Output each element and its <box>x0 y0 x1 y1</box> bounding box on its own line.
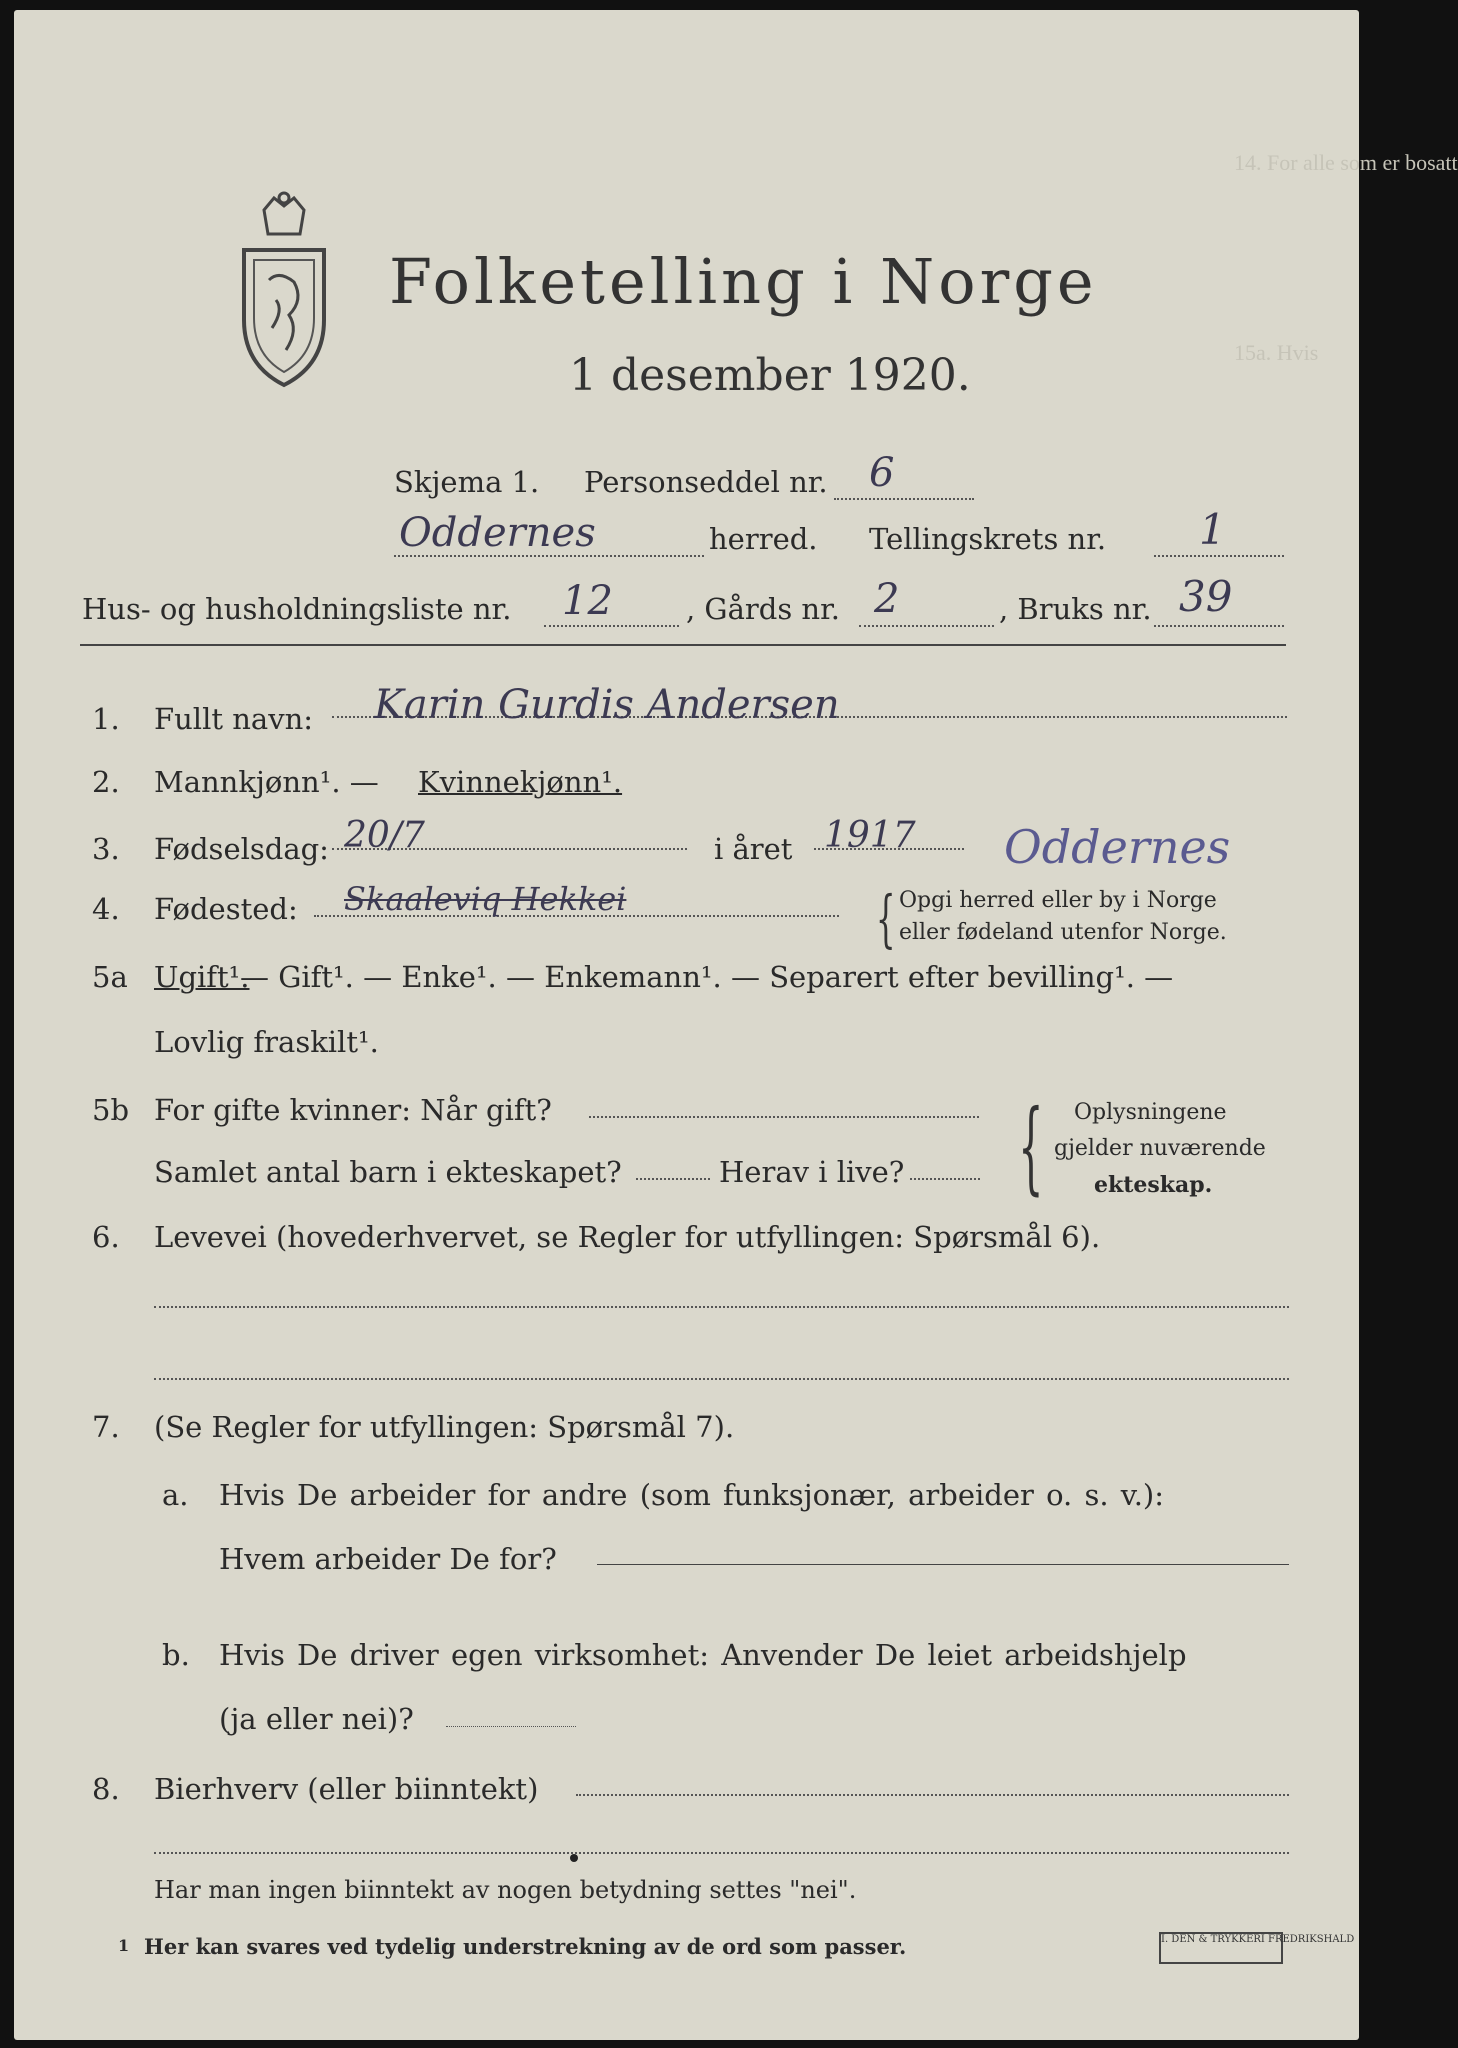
q7a-text: Hvis De arbeider for andre (som funksjonær, arbeider o. s. v.): <box>219 1478 1165 1512</box>
printer-stamp-text: I. DEN & TRYKKERI FREDRIKSHALD <box>1161 1934 1355 1945</box>
birth-year-value: 1917 <box>824 815 916 856</box>
ink-dot <box>570 1854 578 1862</box>
q5b-label1: For gifte kvinner: Når gift? <box>154 1093 552 1127</box>
livelihood-field-2[interactable] <box>154 1378 1289 1380</box>
q4-note-line1: Opgi herred eller by i Norge <box>899 888 1217 913</box>
q1-number: 1. <box>92 702 120 736</box>
q7a-question: Hvem arbeider De for? <box>219 1542 557 1576</box>
q5a-options: — Gift¹. — Enke¹. — Enkemann¹. — Separert efter bevilling¹. — <box>240 960 1174 994</box>
bruks-field[interactable] <box>1154 625 1284 627</box>
q5b-label3: Herav i live? <box>719 1155 905 1189</box>
q7b-question: (ja eller nei)? <box>219 1702 414 1736</box>
q5a-fraskilt: Lovlig fraskilt¹. <box>154 1025 379 1059</box>
bleed-through-text: 15a. Hvis <box>1234 340 1319 365</box>
husholdningsliste-value: 12 <box>562 578 613 624</box>
q7a-letter: a. <box>162 1478 189 1512</box>
side-income-field-2[interactable] <box>154 1852 1289 1854</box>
tellingskrets-field[interactable] <box>1154 555 1284 557</box>
herred-value: Oddernes <box>399 510 596 556</box>
q3-year-label: i året <box>714 832 793 866</box>
q7-label: (Se Regler for utfyllingen: Spørsmål 7). <box>154 1410 735 1444</box>
gards-label: , Gårds nr. <box>686 592 840 626</box>
coat-of-arms-icon <box>224 190 344 394</box>
married-when-field[interactable] <box>589 1116 979 1118</box>
form-title: Folketelling i Norge <box>389 245 1098 318</box>
q2-kvinne: Kvinnekjønn¹. <box>418 765 623 799</box>
q3-number: 3. <box>92 832 120 866</box>
q7-number: 7. <box>92 1410 120 1444</box>
q4-label: Fødested: <box>154 892 298 926</box>
side-income-field-1[interactable] <box>576 1794 1289 1796</box>
printer-stamp <box>1159 1932 1355 1964</box>
personseddel-label: Personseddel nr. <box>584 465 828 499</box>
q5b-note2: gjelder nuværende <box>1054 1136 1266 1161</box>
q5b-note3: ekteskap. <box>1094 1172 1213 1198</box>
hired-help-field[interactable] <box>446 1726 576 1727</box>
husholdningsliste-field[interactable] <box>544 625 679 627</box>
herred-label: herred. <box>709 522 818 556</box>
q8-label: Bierhverv (eller biinntekt) <box>154 1772 539 1806</box>
personseddel-value: 6 <box>869 450 895 496</box>
q7b-text: Hvis De driver egen virksomhet: Anvender De leiet arbeidshjelp <box>219 1638 1187 1672</box>
bleed-through-text: 14. For alle som er bosatt <box>1234 150 1458 175</box>
header-divider <box>80 644 1286 646</box>
form-date: 1 desember 1920. <box>569 350 971 401</box>
q5b-note1: Oplysningene <box>1074 1100 1227 1125</box>
q2-mann: Mannkjønn¹. — <box>154 765 379 799</box>
q6-number: 6. <box>92 1220 120 1254</box>
full-name-value: Karin Gurdis Andersen <box>374 682 840 728</box>
bruks-label: , Bruks nr. <box>999 592 1152 626</box>
q4-note-line2: eller fødeland utenfor Norge. <box>899 920 1227 945</box>
husholdningsliste-label: Hus- og husholdningsliste nr. <box>82 592 512 626</box>
q8-number: 8. <box>92 1772 120 1806</box>
bruks-value: 39 <box>1179 572 1233 621</box>
footnote-marker: 1 <box>118 1936 130 1955</box>
q2-number: 2. <box>92 765 120 799</box>
q5b-number: 5b <box>92 1093 130 1127</box>
birthday-value: 20/7 <box>344 815 425 856</box>
birthplace-value: Skaaleviq Hekkei <box>344 880 627 918</box>
q4-brace: { <box>875 882 896 955</box>
footnote-text: Her kan svares ved tydelig understrekning av de ord som passer. <box>144 1934 907 1959</box>
q5a-number: 5a <box>92 960 128 994</box>
livelihood-field-1[interactable] <box>154 1306 1289 1308</box>
tellingskrets-value: 1 <box>1199 505 1226 554</box>
q3-label: Fødselsdag: <box>154 832 329 866</box>
employer-field[interactable] <box>597 1564 1289 1565</box>
q1-label: Fullt navn: <box>154 702 314 736</box>
q5b-label2: Samlet antal barn i ekteskapet? <box>154 1155 622 1189</box>
children-total-field[interactable] <box>636 1178 710 1180</box>
schema-label: Skjema 1. <box>394 465 540 499</box>
q7b-letter: b. <box>162 1638 190 1672</box>
tellingskrets-label: Tellingskrets nr. <box>869 522 1107 556</box>
birthplace-correction: Oddernes <box>1004 820 1231 874</box>
gards-field[interactable] <box>859 625 994 627</box>
personseddel-field[interactable] <box>834 498 974 500</box>
q5b-brace: { <box>1018 1088 1044 1205</box>
q4-number: 4. <box>92 892 120 926</box>
q5a-ugift: Ugift¹. <box>154 960 250 994</box>
gards-value: 2 <box>874 576 900 622</box>
children-alive-field[interactable] <box>910 1178 980 1180</box>
q6-label: Levevei (hovederhvervet, se Regler for utfyllingen: Spørsmål 6). <box>154 1220 1101 1254</box>
q8-note: Har man ingen biinntekt av nogen betydning settes "nei". <box>154 1876 857 1904</box>
census-form <box>14 10 1458 2040</box>
